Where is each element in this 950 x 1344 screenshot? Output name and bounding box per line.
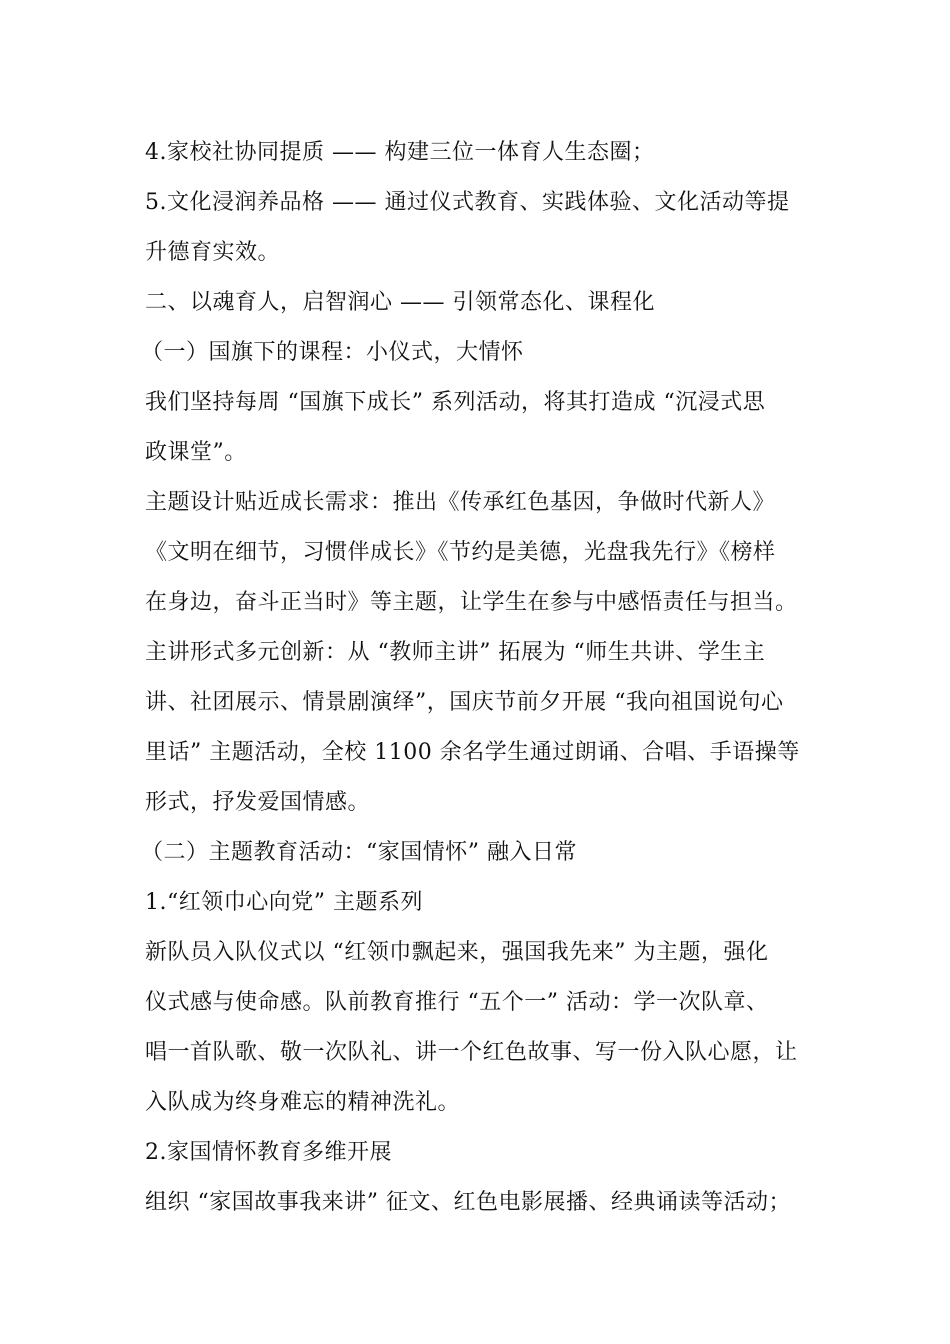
paragraph-line: 形式，抒发爱国情感。 xyxy=(145,790,371,815)
list-item-5-continued: 升德育实效。 xyxy=(145,240,281,265)
item-heading-1: 1.“红领巾心向党” 主题系列 xyxy=(145,890,423,915)
subsection-heading-1: （一）国旗下的课程：小仪式，大情怀 xyxy=(141,340,524,365)
subsection-heading-2: （二）主题教育活动：“家国情怀” 融入日常 xyxy=(141,840,577,865)
paragraph-line: 《文明在细节，习惯伴成长》《节约是美德，光盘我先行》《榜样 xyxy=(145,540,776,565)
list-item-4: 4.家校社协同提质 —— 构建三位一体育人生态圈； xyxy=(145,140,655,165)
paragraph-line: 组织 “家国故事我来讲” 征文、红色电影展播、经典诵读等活动； xyxy=(145,1190,791,1215)
paragraph-line: 入队成为终身难忘的精神洗礼。 xyxy=(145,1090,461,1115)
paragraph-line: 主题设计贴近成长需求：推出《传承红色基因，争做时代新人》 xyxy=(145,490,776,515)
document-body xyxy=(141,128,825,1228)
paragraph-line: 政课堂”。 xyxy=(145,440,247,465)
paragraph-line: 讲、社团展示、情景剧演绎”，国庆节前夕开展 “我向祖国说句心 xyxy=(145,690,784,715)
paragraph-line: 新队员入队仪式以 “红领巾飘起来，强国我先来” 为主题，强化 xyxy=(145,940,769,965)
paragraph-line: 主讲形式多元创新：从 “教师主讲” 拓展为 “师生共讲、学生主 xyxy=(145,640,766,665)
list-item-5: 5.文化浸润养品格 —— 通过仪式教育、实践体验、文化活动等提 xyxy=(145,190,790,215)
paragraph-line: 唱一首队歌、敬一次队礼、讲一个红色故事、写一份入队心愿，让 xyxy=(145,1040,798,1065)
paragraph-line: 里话” 主题活动，全校 1100 余名学生通过朗诵、合唱、手语操等 xyxy=(145,740,800,765)
section-heading-2: 二、以魂育人，启智润心 —— 引领常态化、课程化 xyxy=(145,290,655,315)
paragraph-line: 在身边，奋斗正当时》等主题，让学生在参与中感悟责任与担当。 xyxy=(145,590,798,615)
paragraph-line: 仪式感与使命感。队前教育推行 “五个一” 活动：学一次队章、 xyxy=(145,990,769,1015)
item-heading-2: 2.家国情怀教育多维开展 xyxy=(145,1140,392,1165)
paragraph-line: 我们坚持每周 “国旗下成长” 系列活动，将其打造成 “沉浸式思 xyxy=(145,390,766,415)
